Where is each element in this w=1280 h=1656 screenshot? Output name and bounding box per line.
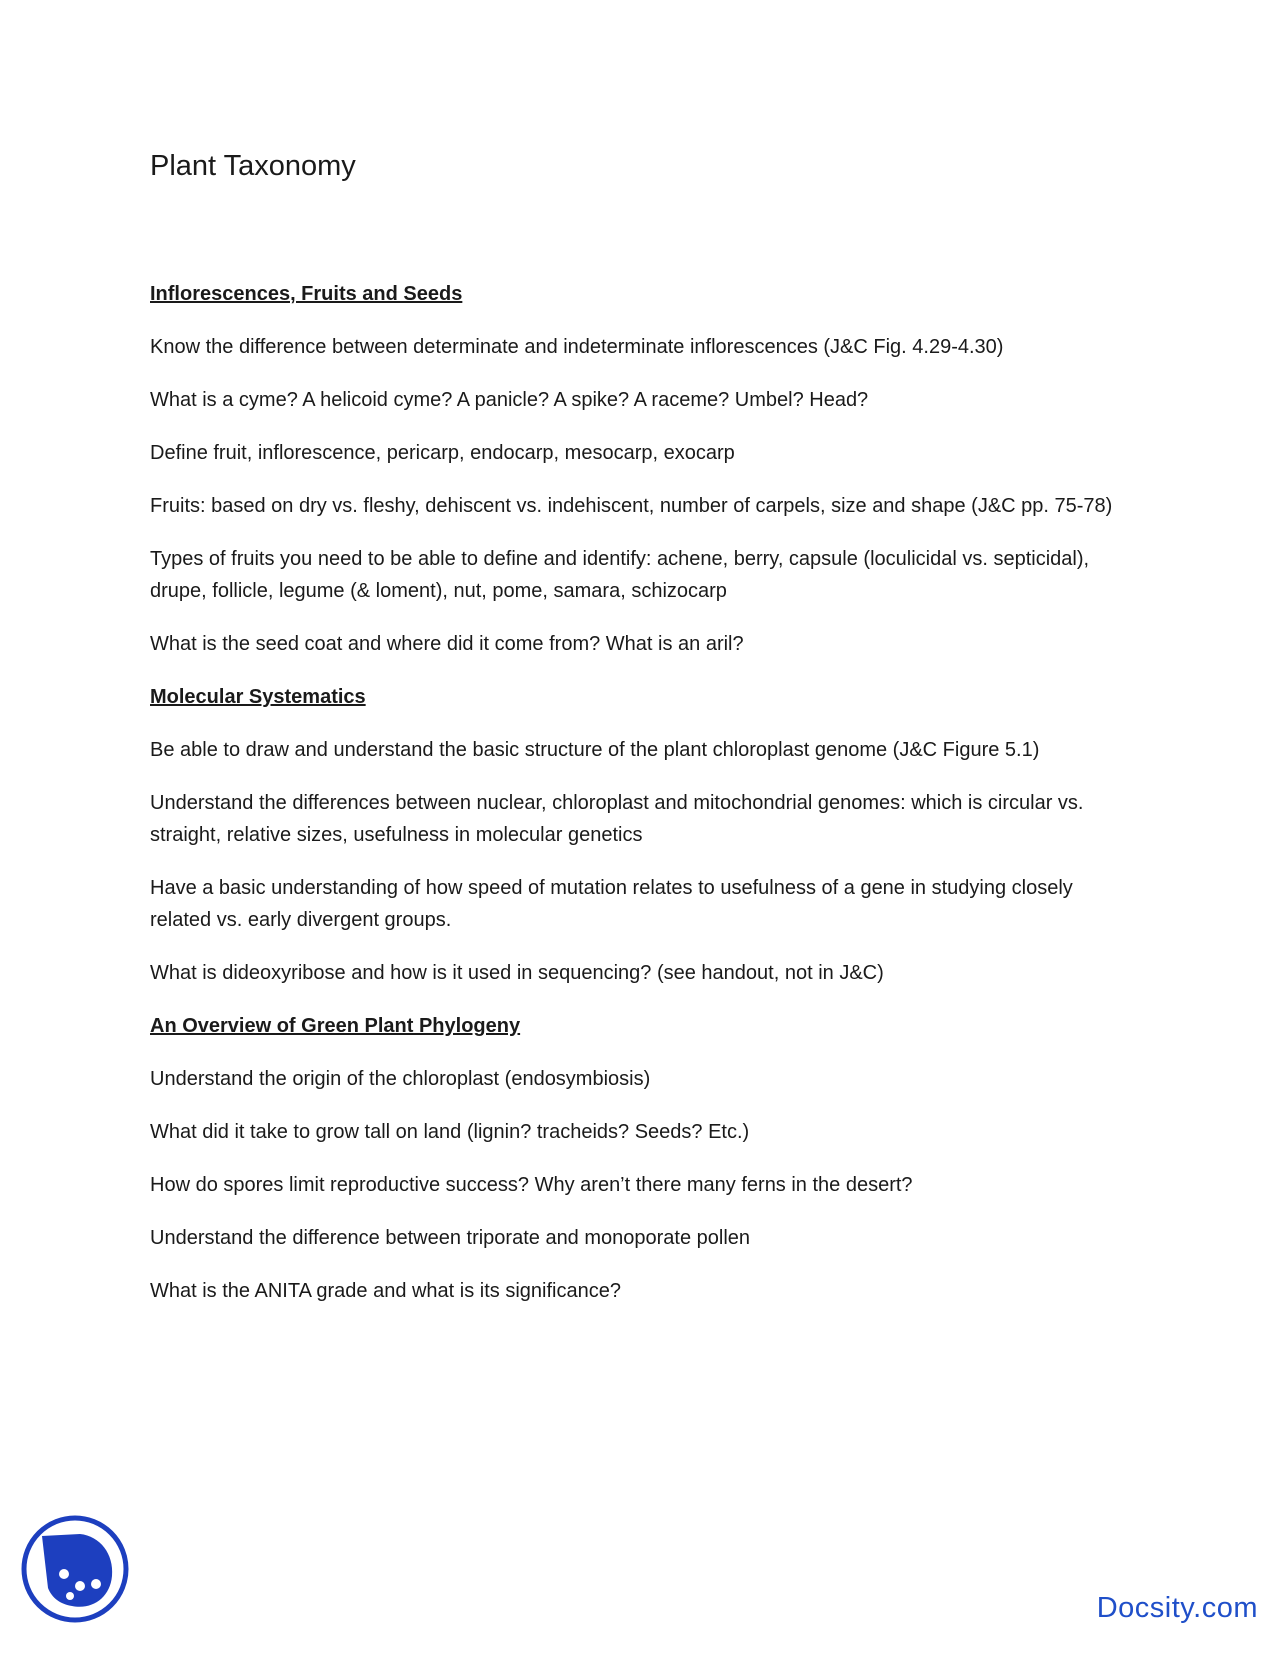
list-item: Have a basic understanding of how speed of mutation relates to usefulness of a gene in studying closely related vs. early divergent groups. [150,877,1073,931]
docsity-brand-link[interactable]: Docsity.com [1096,1592,1258,1624]
list-item: Types of fruits you need to be able to define and identify: achene, berry, capsule (loculicidal vs. septicidal), drupe, follicle, legume (& loment), nut, pome, samara, schizocarp [150,548,1090,602]
list-item: Understand the differences between nuclear, chloroplast and mitochondrial genomes: which is circular vs. straight, relative sizes, usefulness in molecular genetics [150,792,1084,846]
list-item: What is a cyme? A helicoid cyme? A panicle? A spike? A raceme? Umbel? Head? [150,389,869,411]
list-item: Understand the origin of the chloroplast (endosymbiosis) [150,1068,651,1090]
section-green-plant-phylogeny [150,1010,1130,1307]
document-body [150,278,1130,1328]
list-item: Be able to draw and understand the basic structure of the plant chloroplast genome (J&C Figure 5.1) [150,739,1040,761]
docsity-logo-icon[interactable] [20,1514,130,1624]
list-item: What is dideoxyribose and how is it used in sequencing? (see handout, not in J&C) [150,962,884,984]
section-heading: An Overview of Green Plant Phylogeny [150,1015,521,1037]
list-item: What is the seed coat and where did it come from? What is an aril? [150,633,744,655]
section-inflorescences [150,278,1130,660]
list-item: What did it take to grow tall on land (lignin? tracheids? Seeds? Etc.) [150,1121,750,1143]
section-molecular-systematics [150,681,1130,989]
section-heading: Molecular Systematics [150,686,366,708]
list-item: What is the ANITA grade and what is its significance? [150,1280,621,1302]
list-item: Understand the difference between triporate and monoporate pollen [150,1227,751,1249]
section-heading: Inflorescences, Fruits and Seeds [150,283,463,305]
list-item: How do spores limit reproductive success? Why aren’t there many ferns in the desert? [150,1174,913,1196]
list-item: Define fruit, inflorescence, pericarp, endocarp, mesocarp, exocarp [150,442,735,464]
list-item: Fruits: based on dry vs. fleshy, dehiscent vs. indehiscent, number of carpels, size and shape (J&C pp. 75-78) [150,495,1113,517]
list-item: Know the difference between determinate and indeterminate inflorescences (J&C Fig. 4.29-4.30) [150,336,1004,358]
page-title: Plant Taxonomy [150,150,356,182]
